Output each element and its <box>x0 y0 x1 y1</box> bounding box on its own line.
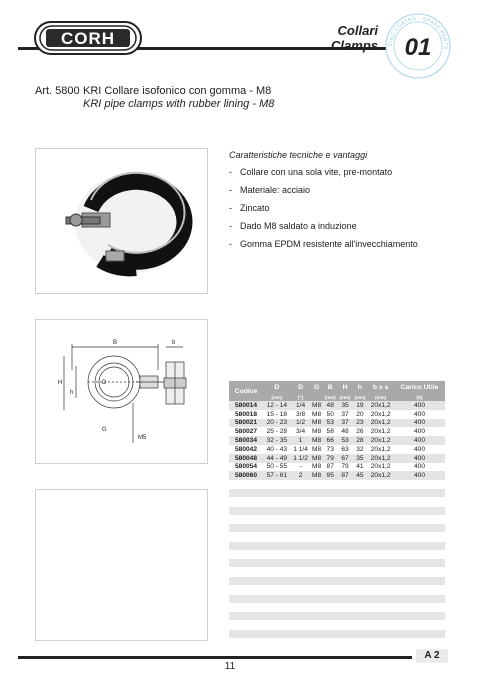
table-cell: 2 <box>291 471 311 480</box>
specifications-table <box>229 381 445 480</box>
badge-ring-text: ZINC COATED · SPARE PARTS <box>387 15 449 50</box>
page-code: A 2 <box>416 649 448 663</box>
section-badge <box>384 12 452 80</box>
table-cell: 400 <box>394 454 445 463</box>
table-cell: 53 <box>323 419 338 428</box>
unit-d-inch: (") <box>291 393 311 401</box>
table-cell: 400 <box>394 436 445 445</box>
table-cell: 12 - 14 <box>263 401 291 410</box>
col-header-d-mm: D <box>263 381 291 393</box>
table-cell: 87 <box>326 463 334 471</box>
table-cell: 20x1,2 <box>370 428 391 436</box>
article-title-english: KRI pipe clamps with rubber lining - M8 <box>83 98 275 110</box>
section-number: 01 <box>404 34 432 61</box>
feature-item: - Dado M8 saldato a induzione <box>229 221 357 231</box>
col-header-h: H <box>338 381 353 393</box>
drawing-label-h-lower: h <box>70 390 74 396</box>
table-row <box>229 436 445 445</box>
feature-item: - Gomma EPDM resistente all'invecchiamento <box>229 239 418 249</box>
table-cell: 580048 <box>229 454 263 463</box>
drawing-label-b-upper: B <box>113 340 118 346</box>
table-cell: 37 <box>338 419 353 428</box>
unit-b: (mm) <box>324 394 336 400</box>
table-cell: 32 - 35 <box>263 436 291 445</box>
table-cell: 580042 <box>234 445 257 453</box>
table-cell: - <box>299 463 302 471</box>
col-header-b: B <box>323 381 338 393</box>
unit-d-mm: (mm) <box>263 393 291 401</box>
table-cell: 48 <box>323 401 338 410</box>
table-cell: 79 <box>341 463 349 471</box>
col-header-codice: Codice <box>229 381 263 401</box>
table-cell: 3/4 <box>295 428 306 436</box>
drawing-label-h-upper: H <box>58 380 63 386</box>
table-cell: 400 <box>413 410 425 418</box>
article-number: Art. 5800 <box>35 85 80 97</box>
table-cell: 1/4 <box>291 401 311 410</box>
technical-drawing <box>36 320 207 463</box>
col-header-d-inch: D <box>291 381 311 393</box>
table-cell: M8 <box>312 463 322 471</box>
table-cell: 58 <box>326 428 334 436</box>
empty-image-frame <box>35 489 208 641</box>
table-cell: 400 <box>413 428 425 436</box>
table-row <box>229 427 445 436</box>
drawing-label-m5: M5 <box>138 435 147 441</box>
table-cell: M8 <box>312 410 322 418</box>
table-cell: 20x1,2 <box>370 463 391 471</box>
table-cell: 1 <box>291 436 311 445</box>
table-cell: M8 <box>312 454 322 462</box>
table-cell: M8 <box>312 419 322 427</box>
unit-carico: (N) <box>394 393 445 401</box>
table-row <box>229 410 445 419</box>
table-cell: M8 <box>312 428 322 436</box>
table-cell: 20 <box>356 410 364 418</box>
table-cell: 3/8 <box>295 410 306 418</box>
drawing-label-g: G <box>102 427 107 433</box>
article-title-italian: KRI Collare isofonico con gomma - M8 <box>83 85 272 97</box>
unit-h: (mm) <box>339 394 351 400</box>
table-cell: 37 <box>341 410 349 418</box>
specifications-body <box>229 401 445 480</box>
table-cell: 20x1,2 <box>367 401 394 410</box>
technical-drawing-frame <box>35 319 208 464</box>
table-cell: 20 - 23 <box>263 419 291 428</box>
footer-rule <box>18 656 412 659</box>
table-cell: 580054 <box>234 463 257 471</box>
table-cell: 20x1,2 <box>367 436 394 445</box>
page-number: 11 <box>224 661 236 672</box>
table-cell: M8 <box>312 445 322 453</box>
table-row <box>229 445 445 454</box>
table-cell: 87 <box>338 471 353 480</box>
table-cell: M8 <box>312 401 322 409</box>
table-cell: 15 - 18 <box>266 410 288 418</box>
table-cell: 580014 <box>229 401 263 410</box>
table-cell: M8 <box>312 437 322 445</box>
feature-item: - Zincato <box>229 203 270 213</box>
table-cell: 28 <box>352 436 367 445</box>
table-cell: 20x1,2 <box>370 410 391 418</box>
col-header-h-small: h <box>352 381 367 393</box>
table-cell: 26 <box>356 428 364 436</box>
table-cell: 400 <box>413 445 425 453</box>
table-cell: 95 <box>323 471 338 480</box>
category-english: Clamps <box>331 38 378 53</box>
table-cell: 20x1,2 <box>367 454 394 463</box>
table-cell: 1 1/2 <box>291 454 311 463</box>
table-cell: 580021 <box>229 419 263 428</box>
table-cell: 50 <box>326 410 334 418</box>
table-cell: 580034 <box>229 436 263 445</box>
product-photo-frame <box>35 148 208 294</box>
table-cell: 48 <box>341 428 349 436</box>
table-row <box>229 401 445 410</box>
table-cell: 32 <box>356 445 364 453</box>
feature-item: - Materiale: acciaio <box>229 185 311 195</box>
table-cell: 45 <box>352 471 367 480</box>
table-cell: 580060 <box>229 471 263 480</box>
table-cell: 44 - 49 <box>263 454 291 463</box>
unit-bxs: (mm) <box>367 393 394 401</box>
table-cell: 1 1/4 <box>293 445 308 453</box>
table-cell: 40 - 43 <box>266 445 288 453</box>
col-header-g: G <box>310 381 322 393</box>
table-cell: 580018 <box>234 410 257 418</box>
table-cell: 400 <box>413 463 425 471</box>
table-row <box>229 463 445 472</box>
table-cell: 400 <box>394 401 445 410</box>
table-cell: 25 - 28 <box>266 428 288 436</box>
table-cell: 63 <box>341 445 349 453</box>
table-row <box>229 471 445 480</box>
table-row <box>229 454 445 463</box>
drawing-label-d: D <box>102 380 107 386</box>
table-cell: 1/2 <box>291 419 311 428</box>
category-italian: Collari <box>337 23 378 38</box>
empty-table-rows <box>229 489 445 647</box>
table-row <box>229 419 445 428</box>
table-cell: 19 <box>352 401 367 410</box>
col-header-carico: Carico Utile <box>394 381 445 393</box>
features-title: Caratteristiche tecniche e vantaggi <box>229 150 368 160</box>
drawing-label-b-lower: b <box>172 340 176 346</box>
table-cell: 66 <box>323 436 338 445</box>
table-cell: 41 <box>356 463 364 471</box>
table-cell: 20x1,2 <box>367 419 394 428</box>
table-cell: 67 <box>338 454 353 463</box>
table-cell: 580027 <box>234 428 257 436</box>
corh-logo <box>34 21 142 55</box>
table-cell: 20x1,2 <box>367 471 394 480</box>
table-cell: 79 <box>323 454 338 463</box>
table-cell: 57 - 61 <box>263 471 291 480</box>
table-cell: 35 <box>352 454 367 463</box>
unit-g <box>310 393 322 401</box>
unit-h-small: (mm) <box>354 394 366 400</box>
table-cell: 73 <box>326 445 334 453</box>
logo-text: CORH <box>60 29 116 48</box>
features-list <box>229 167 418 257</box>
table-cell: 53 <box>338 436 353 445</box>
table-cell: 400 <box>394 471 445 480</box>
pipe-clamp-image <box>36 149 207 293</box>
table-cell: 50 - 55 <box>266 463 288 471</box>
feature-item: - Collare con una sola vite, pre-montato <box>229 167 393 177</box>
table-cell: 20x1,2 <box>370 445 391 453</box>
table-cell: 400 <box>394 419 445 428</box>
table-cell: 23 <box>352 419 367 428</box>
col-header-bxs: b x s <box>367 381 394 393</box>
table-cell: 35 <box>338 401 353 410</box>
table-cell: M8 <box>312 472 322 480</box>
